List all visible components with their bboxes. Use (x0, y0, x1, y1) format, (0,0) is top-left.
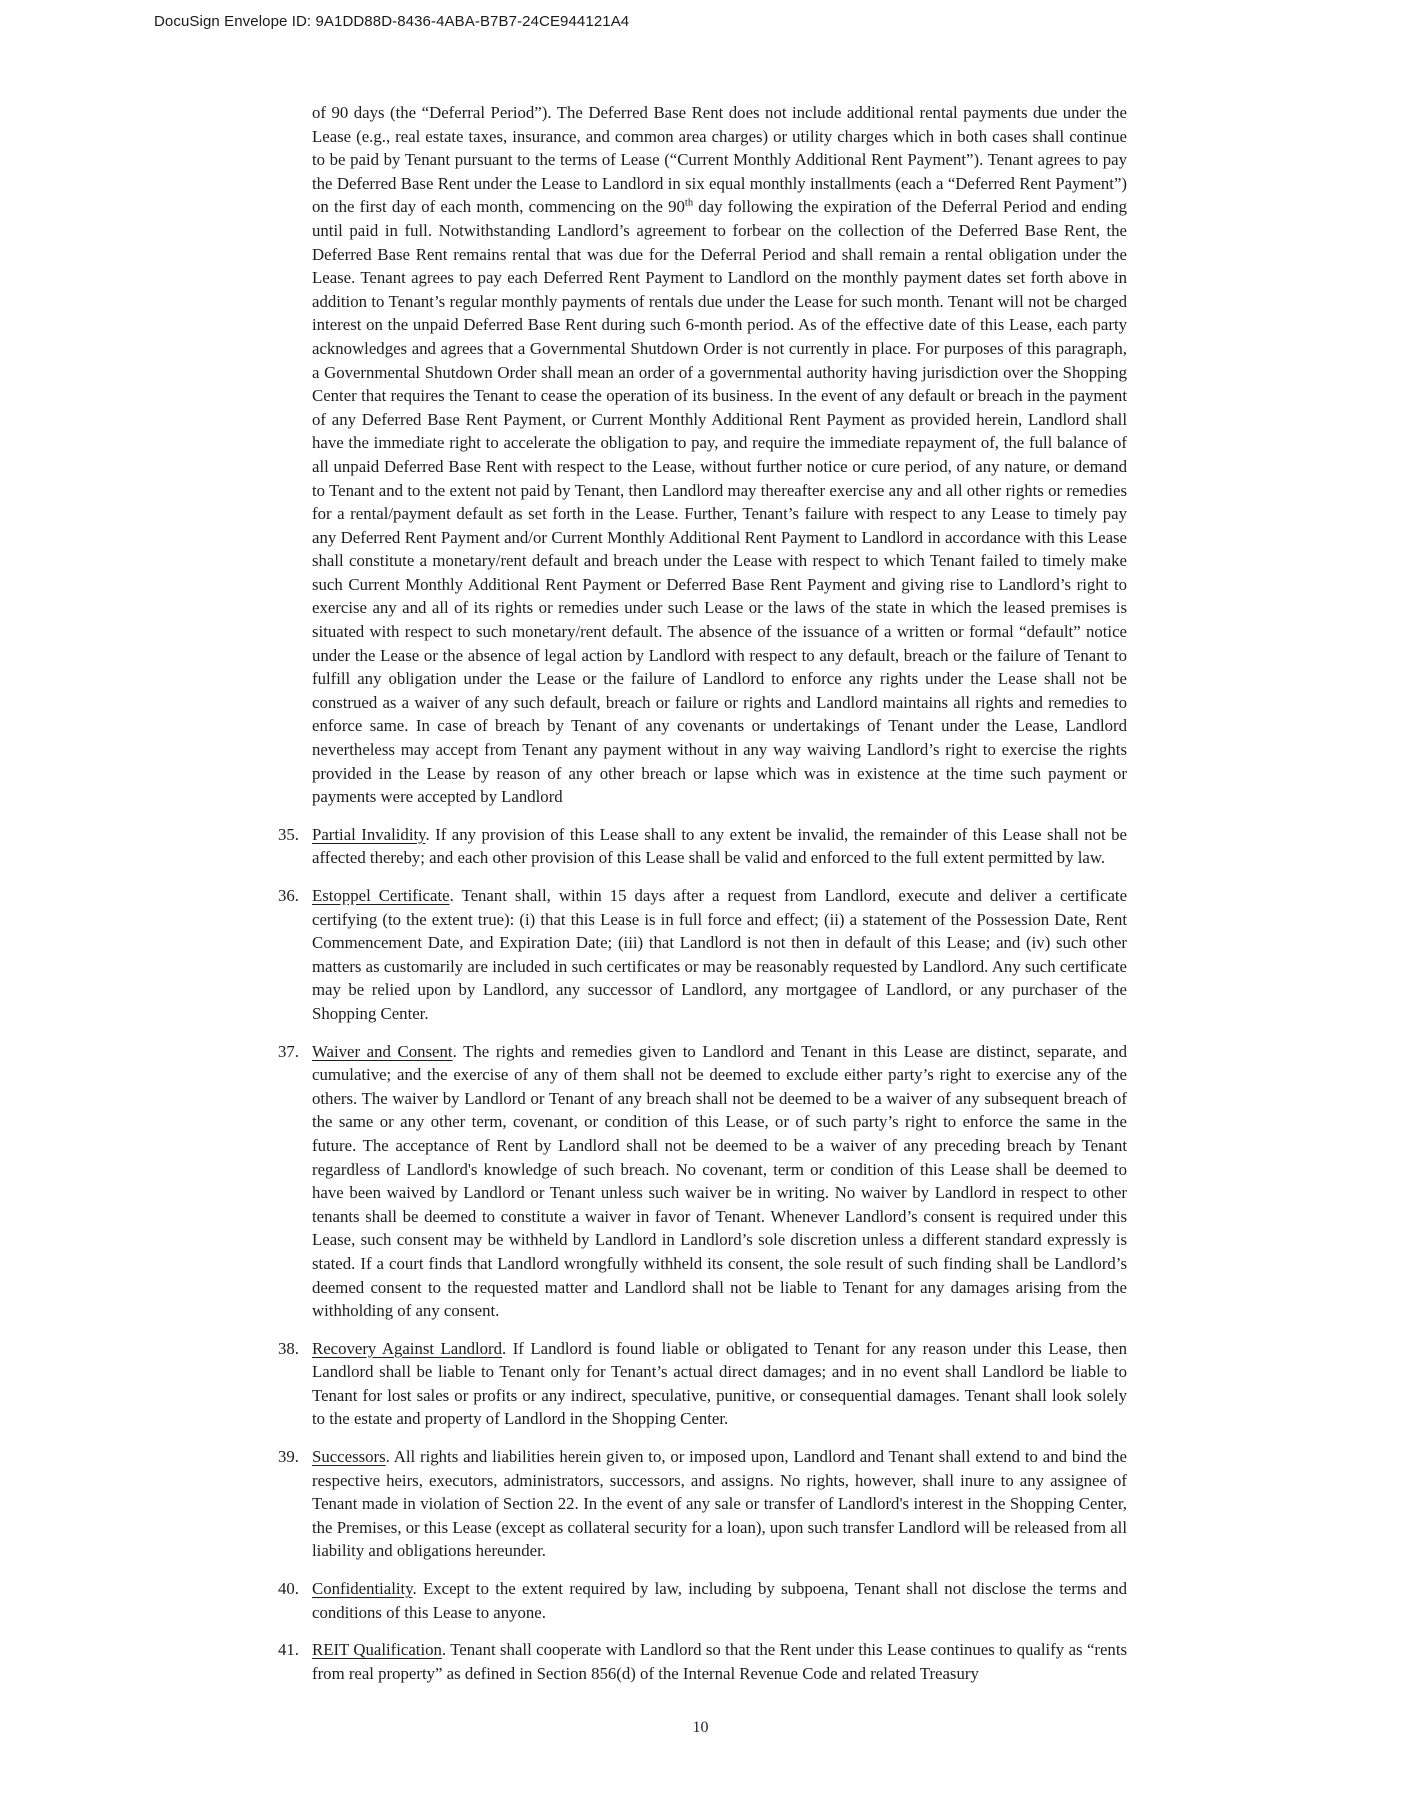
numbered-sections (278, 823, 1127, 1686)
section-heading: Partial Invalidity (312, 824, 426, 844)
section-number: 40. (278, 1579, 299, 1599)
section-heading: Recovery Against Landlord (312, 1338, 503, 1358)
continuation-paragraph (312, 101, 1127, 809)
lease-section-35 (278, 823, 1127, 870)
section-number: 38. (278, 1338, 299, 1358)
section-text: If any provision of this Lease shall to any extent be invalid, the remainder of this Lease shall not be affected thereby; and each other provision of this Lease shall be valid and enforced to the full extent permitted by law. (312, 824, 1127, 868)
section-text: Except to the extent required by law, including by subpoena, Tenant shall not disclose the terms and conditions of this Lease to anyone. (312, 1579, 1128, 1622)
paragraph-text-after-superscript: day following the expiration of the Deferral Period and ending until paid in full. Notwithstanding Landlord’s agreement to forbear on the collection of the Deferred Base Rent, the Deferred Base Rent remains rental that was due for the Deferral Period and shall remain a rental obligation under the Lease. Tenant agrees to pay each Deferred Rent Payment to Landlord on the monthly payment dates set forth above in addition to Tenant’s regular monthly payments of rentals due under the Lease for such month. Tenant will not be charged interest on the unpaid Deferred Base Rent during such 6-month period. As of the effective date of this Lease, each party acknowledges and agrees that a Governmental Shutdown Order is not currently in place. For purposes of this paragraph, a Governmental Shutdown Order shall mean an order of a governmental authority having jurisdiction over the Shopping Center that requires the Tenant to cease the operation of its business. In the event of any default or breach in the payment of any Deferred Base Rent Payment, or Current Monthly Additional Rent Payment as provided herein, Landlord shall have the immediate right to accelerate the obligation to pay, and require the immediate repayment of, the full balance of all unpaid Deferred Base Rent with respect to the Lease, without further notice or cure period, of any nature, or demand to Tenant and to the extent not paid by Tenant, then Landlord may thereafter exercise any and all other rights or remedies for a rental/payment default as set forth in the Lease. Further, Tenant’s failure with respect to any Lease to timely pay any Deferred Rent Payment and/or Current Monthly Additional Rent Payment to Landlord in accordance with this Lease shall constitute a monetary/rent default and breach under the Lease with respect to which Tenant failed to timely make such Current Monthly Additional Rent Payment or Deferred Base Rent Payment and giving rise to Landlord’s right to exercise any and all of its rights or remedies under such Lease or the laws of the state in which the leased premises is situated with respect to such monetary/rent default. The absence of the issuance of a written or formal “default” notice under the Lease or the absence of legal action by Landlord with respect to any default, breach or the failure of Tenant to fulfill any obligation under the Lease or the failure of Landlord to enforce any rights under the Lease shall not be construed as a waiver of any such default, breach or failure or rights and Landlord maintains all rights and remedies to enforce same. In case of breach by Tenant of any covenants or undertakings of Tenant under the Lease, Landlord nevertheless may accept from Tenant any payment without in any way waiving Landlord’s right to exercise the rights provided in the Lease by reason of any other breach or lapse which was in existence at the time such payment or payments were accepted by Landlord (312, 197, 1128, 807)
section-heading-period: . (502, 1338, 513, 1358)
document-body (278, 101, 1127, 1685)
section-heading: Estoppel Certificate (312, 886, 450, 905)
lease-section-38 (278, 1337, 1127, 1431)
section-heading-period: . (441, 1640, 451, 1660)
section-heading-period: . (385, 1447, 394, 1467)
section-text: The rights and remedies given to Landlord and Tenant in this Lease are distinct, separate, and cumulative; and the exercise of any of them shall not be deemed to exclude either party’s right to exercise any of the others. The waiver by Landlord or Tenant of any breach shall not be deemed to be a waiver of any subsequent breach of the same or any other term, covenant, or condition of this Lease, or of such party’s right to enforce the same in the future. The acceptance of Rent by Landlord shall not be deemed to be a waiver of any preceding breach by Tenant regardless of Landlord's knowledge of such breach. No covenant, term or condition of this Lease shall be deemed to have been waived by Landlord or Tenant unless such waiver be in writing. No waiver by Landlord in respect to other tenants shall be deemed to constitute a waiver in favor of Tenant. Whenever Landlord’s consent is required under this Lease, such consent may be withheld by Landlord in Landlord’s sole discretion unless a different standard expressly is stated. If a court finds that Landlord wrongfully withheld its consent, the sole result of such finding shall be Landlord’s deemed consent to the requested matter and Landlord shall not be liable to Tenant for any damages arising from the withholding of any consent. (312, 1041, 1127, 1321)
section-text: If Landlord is found liable or obligated to Tenant for any reason under this Lease, then Landlord shall be liable to Tenant only for Tenant’s actual direct damages; and in no event shall Landlord be liable to Tenant for lost sales or profits or any indirect, speculative, punitive, or consequential damages. Tenant shall look solely to the estate and property of Landlord in the Shopping Center. (312, 1338, 1128, 1429)
section-heading-period: . (452, 1041, 464, 1061)
docusign-envelope-id: DocuSign Envelope ID: 9A1DD88D-8436-4ABA-B7B7-24CE944121A4 (154, 13, 630, 30)
section-heading-period: . (425, 824, 436, 844)
section-number: 41. (278, 1640, 299, 1660)
lease-section-36 (278, 884, 1127, 1026)
section-heading-period: . (412, 1579, 424, 1599)
ordinal-superscript: th (684, 197, 694, 209)
section-number: 35. (278, 824, 299, 844)
lease-section-37 (278, 1040, 1127, 1323)
section-text: All rights and liabilities herein given to, or imposed upon, Landlord and Tenant shall extend to and bind the respective heirs, executors, administrators, successors, and assigns. No rights, however, shall inure to any assignee of Tenant made in violation of Section 22. In the event of any sale or transfer of Landlord's interest in the Shopping Center, the Premises, or this Lease (except as collateral security for a loan), upon such transfer Landlord will be released from all liability and obligations hereunder. (312, 1447, 1127, 1561)
section-text: Tenant shall cooperate with Landlord so that the Rent under this Lease continues to qualify as “rents from real property” as defined in Section 856(d) of the Internal Revenue Code and related Treasury (312, 1640, 1128, 1683)
section-heading: Successors (312, 1447, 386, 1467)
section-number: 36. (278, 886, 299, 905)
section-heading-period: . (449, 886, 462, 905)
paragraph-text-before-superscript: of 90 days (the “Deferral Period”). The Deferred Base Rent does not include additional rental payments due under the Lease (e.g., real estate taxes, insurance, and common area charges) or utility charges which in both cases shall continue to be paid by Tenant pursuant to the terms of Lease (“Current Monthly Additional Rent Payment”). Tenant agrees to pay the Deferred Base Rent under the Lease to Landlord in six equal monthly installments (each a “Deferred Rent Payment”) on the first day of each month, commencing on the 90 (312, 103, 1127, 217)
section-heading: REIT Qualification (312, 1640, 442, 1660)
page-number: 10 (692, 1719, 709, 1736)
lease-section-40 (278, 1577, 1127, 1624)
section-number: 37. (278, 1041, 299, 1061)
section-number: 39. (278, 1447, 299, 1467)
lease-section-41 (278, 1638, 1127, 1685)
section-text: Tenant shall, within 15 days after a request from Landlord, execute and deliver a certificate certifying (to the extent true): (i) that this Lease is in full force and effect; (ii) a statement of the Possession Date, Rent Commencement Date, and Expiration Date; (iii) that Landlord is not then in default of this Lease; and (iv) such other matters as customarily are included in such certificates or may be reasonably requested by Landlord. Any such certificate may be relied upon by Landlord, any successor of Landlord, any mortgagee of Landlord, or any purchaser of the Shopping Center. (312, 886, 1128, 1023)
section-heading: Confidentiality (312, 1579, 413, 1599)
lease-section-39 (278, 1445, 1127, 1563)
section-heading: Waiver and Consent (312, 1041, 453, 1061)
